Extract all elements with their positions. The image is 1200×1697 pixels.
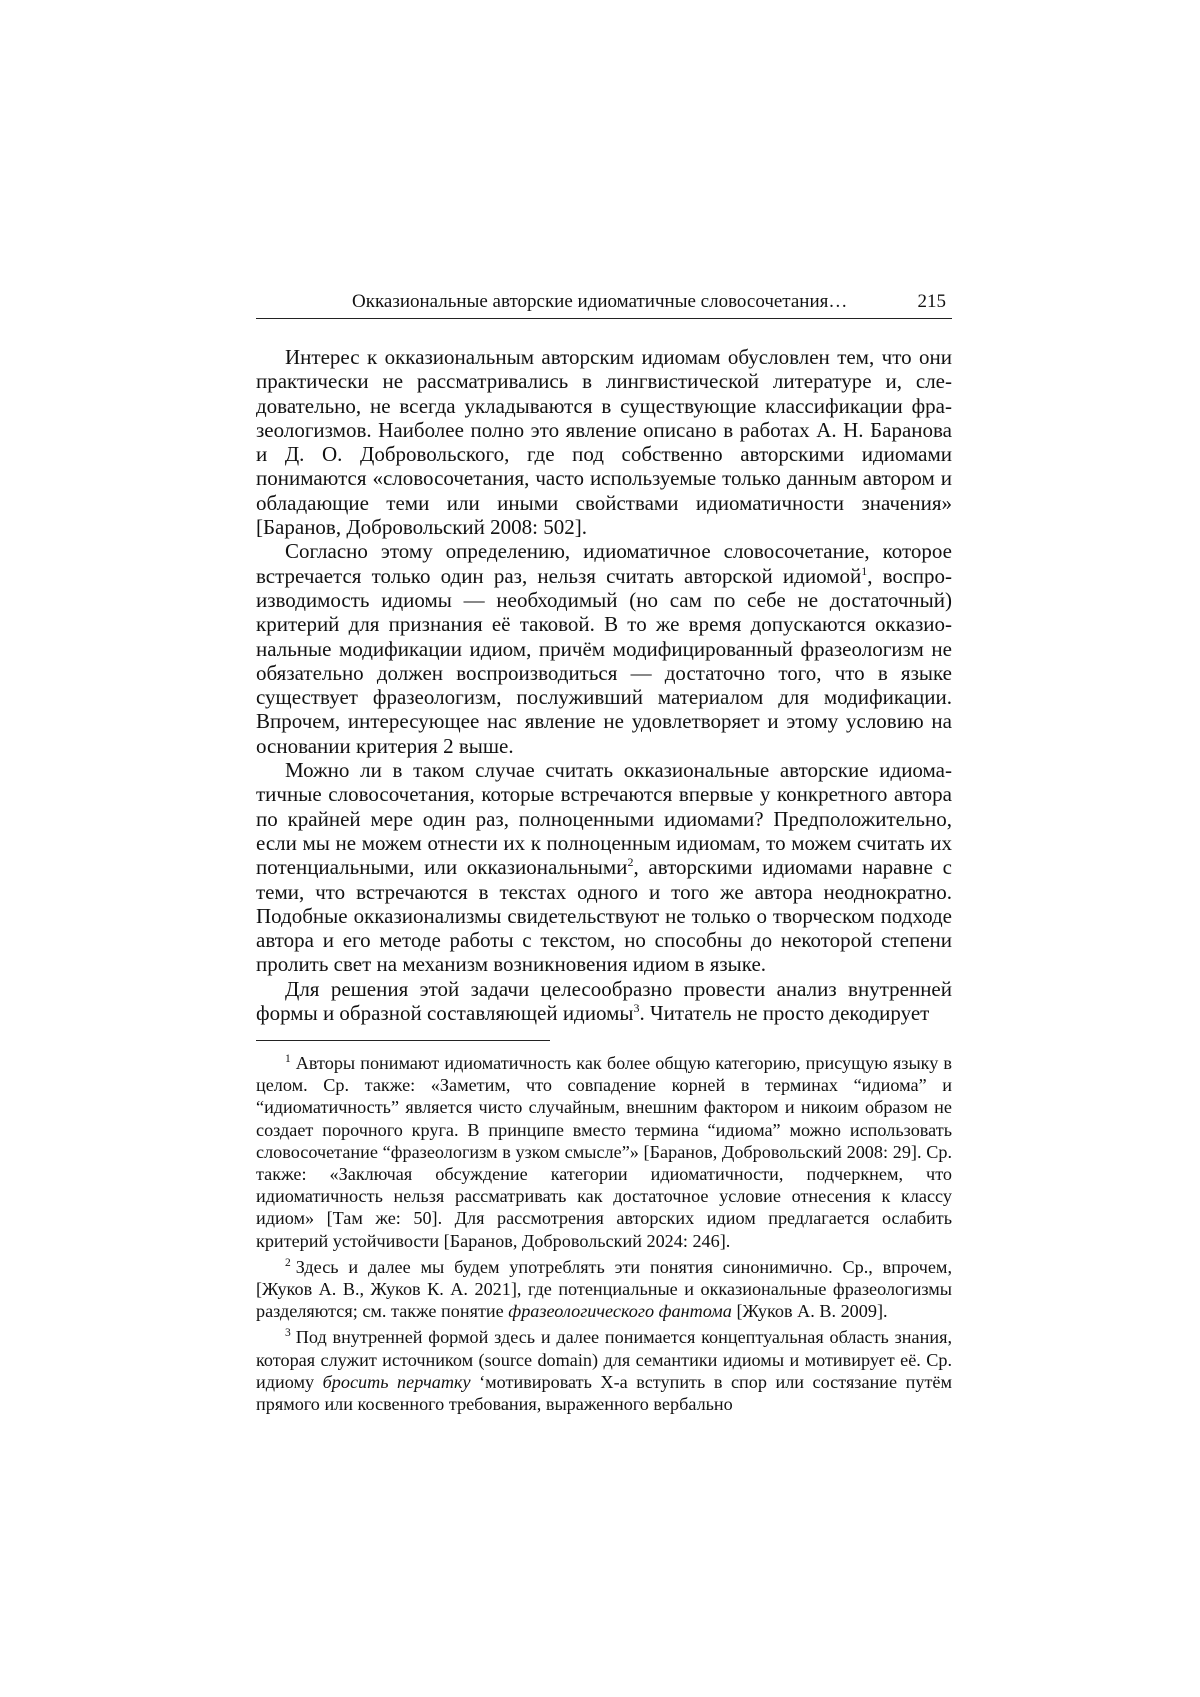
body-text bbox=[256, 345, 952, 1025]
paragraph-4-text-start: Для решения этой задачи целесообразно провести анализ внутренней формы и образной составляющей идиомы bbox=[256, 976, 952, 1026]
paragraph-2 bbox=[256, 539, 952, 758]
footnote-1 bbox=[256, 1052, 952, 1252]
footnote-3 bbox=[256, 1326, 952, 1415]
footnote-2 bbox=[256, 1256, 952, 1323]
paragraph-3 bbox=[256, 758, 952, 977]
running-head-title: Окказиональные авторские идиоматичные словосочетания… bbox=[352, 291, 848, 312]
paragraph-1-text: Интерес к окказиональным авторским идиомам обусловлен тем, что они практически не рассматривались в лингвистической литературе и, следовательно, не всегда укладываются в существующие классификации фразеологизмов. Наиболее полно это явление описано в работах А. Н. Баранова и Д. О. Добровольского, где под собственно авторскими идиомами понимаются «словосочетания, часто используемые только данным автором и обладающие теми или иными свойствами идиоматичности значения» [Баранов, Добровольский 2008: 502]. bbox=[256, 345, 952, 540]
footnote-ref-3[interactable]: 3 bbox=[633, 1001, 640, 1016]
footnote-1-text: Авторы понимают идиоматичность как более общую категорию, присущую языку в целом. Ср. также: «Заметим, что совпадение корней в терминах “идиома” и “идиоматичность” является чисто случайным, внешним фактором и никоим образом не создает порочного круга. В принципе вместо термина “идиома” можно использовать словосочетание “фразеологизм в узком смысле”» [Баранов, Добровольский 2008: 29]. Ср. также: «Заключая обсуждение категории идиоматичности, подчеркнем, что идиоматичность нельзя рассматривать как достаточное условие отнесения к классу идиом» [Там же: 50]. Для рассмотрения авторских идиом предлагается ослабить критерий устойчивости [Баранов, Добровольский 2024: 246]. bbox=[256, 1053, 952, 1251]
running-head bbox=[256, 286, 952, 319]
footnote-ref-1[interactable]: 1 bbox=[861, 563, 868, 578]
paragraph-4-text-end: . Читатель не просто декодирует bbox=[639, 1001, 930, 1026]
footnote-3-number: 3 bbox=[285, 1327, 291, 1340]
footnote-divider bbox=[256, 1040, 550, 1041]
footnote-3-text-end: ‘мотивировать X-а вступить в спор или состязание путём прямого или косвенного требования, выраженного вербально bbox=[256, 1371, 952, 1415]
footnote-3-italic-idiom: бросить перчатку bbox=[322, 1371, 471, 1392]
paragraph-3-text-start: Можно ли в таком случае считать окказиональные авторские идиоматичные словосочетания, которые встречаются впервые у конкретного автора по крайней мере один раз, полноценными идиомами? Предположительно, если мы не можем отнести их к полноценным идиомам, то можем считать их потенциальными, или окказиональными bbox=[256, 758, 952, 880]
paragraph-2-text-start: Согласно этому определению, идиоматичное словосочетание, которое встречается только один раз, нельзя считать авторской идиомой bbox=[256, 539, 952, 588]
footnote-3-text-start: Под внутренней формой здесь и далее понимается концептуальная область знания, которая служит источником (source domain) для семантики идиомы и мотивирует её. Ср. идиому bbox=[256, 1327, 952, 1392]
footnotes bbox=[256, 1052, 952, 1419]
footnote-1-number: 1 bbox=[285, 1052, 291, 1065]
footnote-2-text-start: Здесь и далее мы будем употреблять эти понятия синонимично. Ср., впрочем, [Жуков А. В., Жуков К. А. 2021], где потенциальные и окказиональные фразеологизмы разделяются; см. также понятие bbox=[256, 1256, 952, 1322]
paragraph-3-text-end: , авторскими идиомами наравне с теми, что встречаются в текстах одного и того же автора неоднократно. Подобные окказионализмы свидетельствуют не только о творческом подходе автора и его методе работы с текстом, но способны до некоторой степени пролить свет на механизм возникновения идиом в языке. bbox=[256, 855, 952, 977]
footnote-2-text-end: [Жуков А. В. 2009]. bbox=[731, 1301, 888, 1322]
footnote-2-number: 2 bbox=[285, 1256, 291, 1269]
footnote-2-italic-term: фразеологического фантома bbox=[508, 1301, 732, 1322]
paragraph-1 bbox=[256, 345, 952, 539]
paragraph-2-text-end: , воспроизводимость идиомы — необходимый (но сам по себе не достаточный) критерий для признания её таковой. В то же время допускаются окказиональные модификации идиом, причём модифицированный фразеологизм не обязательно должен воспроизводиться — достаточно того, что в языке существует фразеологизм, послуживший материалом для модификации. Впрочем, интересующее нас явление не удовлетворяет и этому условию на основании критерия 2 выше. bbox=[256, 563, 952, 758]
paragraph-4 bbox=[256, 977, 952, 1026]
footnote-ref-2[interactable]: 2 bbox=[627, 855, 634, 870]
page-number: 215 bbox=[917, 291, 946, 312]
